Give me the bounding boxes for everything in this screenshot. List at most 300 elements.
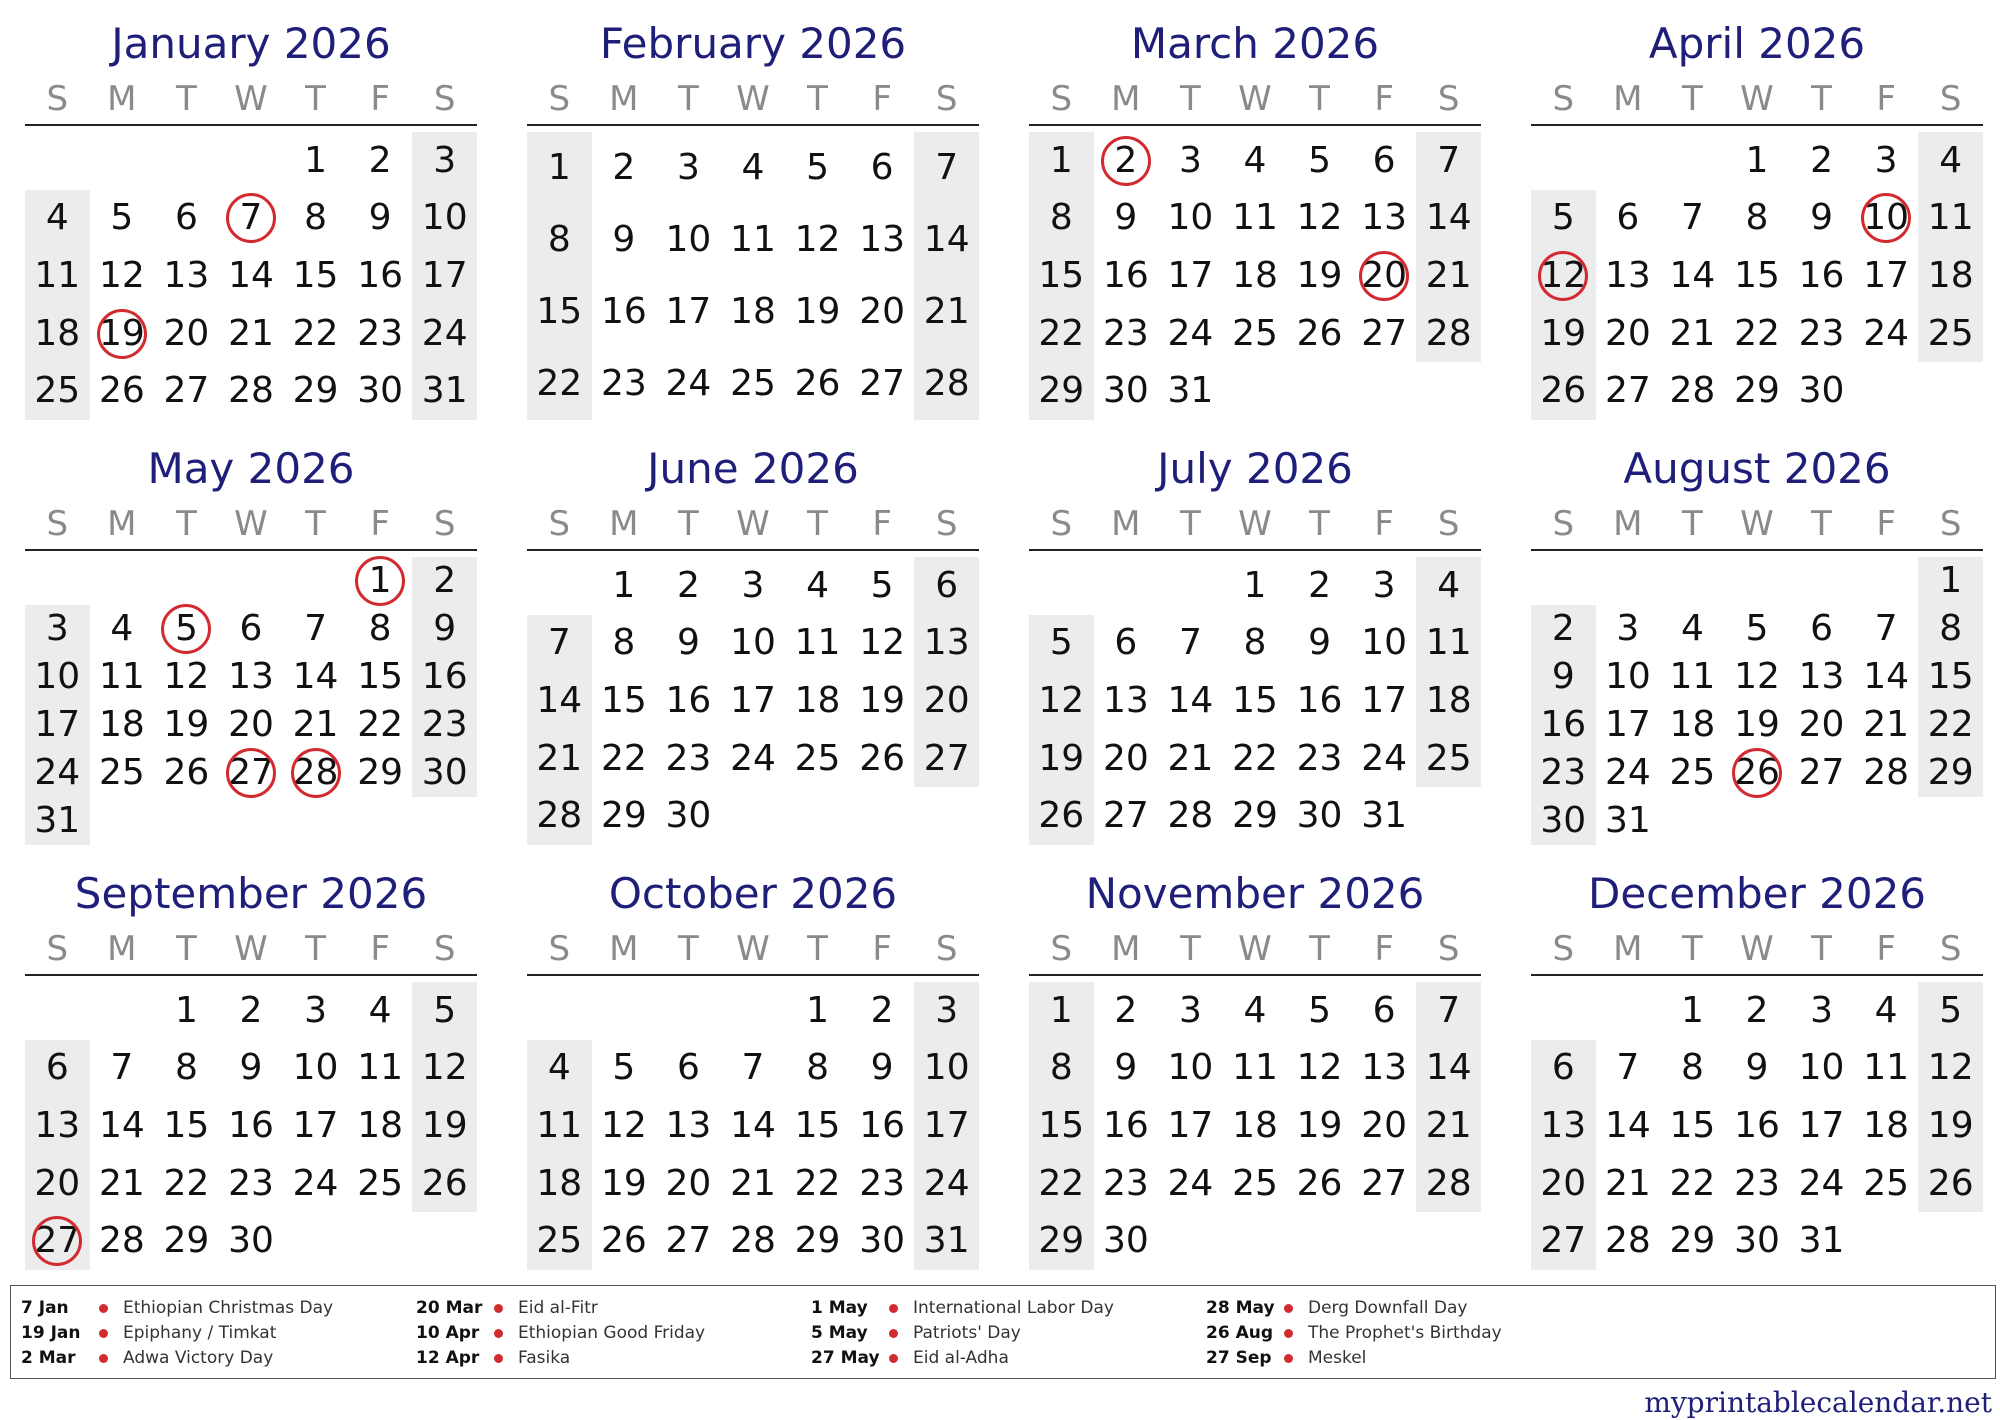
day-cell[interactable]: 5 [110,197,134,239]
day-cell[interactable]: 7 [1616,1047,1640,1089]
day-cell[interactable]: 24 [1167,312,1214,354]
day-cell[interactable]: 7 [304,608,328,649]
day-cell[interactable]: 6 [1616,197,1640,239]
day-cell[interactable]: 25 [98,752,145,793]
day-cell[interactable]: 21 [228,312,274,354]
day-cell[interactable]: 17 [421,255,468,296]
day-cell[interactable]: 4 [368,989,392,1031]
day-cell[interactable]: 24 [34,752,81,793]
day-cell[interactable]: 6 [676,1047,700,1089]
day-cell[interactable]: 6 [1372,989,1396,1031]
day-cell[interactable]: 13 [923,622,970,664]
day-cell[interactable]: 14 [1604,1105,1651,1146]
day-cell[interactable]: 22 [1038,312,1085,354]
day-cell[interactable]: 11 [1927,197,1974,239]
day-cell[interactable]: 5 [1939,989,1963,1031]
day-cell[interactable]: 20 [1361,255,1408,296]
day-cell[interactable]: 28 [292,752,339,793]
day-cell[interactable]: 27 [163,370,210,412]
day-cell[interactable]: 19 [794,291,841,332]
day-cell[interactable]: 12 [1927,1047,1974,1089]
day-cell[interactable]: 27 [923,737,970,779]
day-cell[interactable]: 24 [665,363,712,404]
day-cell[interactable]: 10 [1167,197,1214,239]
day-cell[interactable]: 10 [34,656,81,697]
day-cell[interactable]: 23 [1102,1162,1149,1204]
day-cell[interactable]: 20 [1102,737,1149,779]
day-cell[interactable]: 18 [1232,255,1278,296]
day-cell[interactable]: 22 [1038,1162,1085,1204]
day-cell[interactable]: 30 [859,1220,906,1262]
day-cell[interactable]: 16 [1296,680,1343,721]
day-cell[interactable]: 3 [741,564,765,606]
day-cell[interactable]: 28 [1604,1220,1651,1262]
day-cell[interactable]: 21 [536,737,583,779]
day-cell[interactable]: 21 [98,1162,145,1204]
day-cell[interactable]: 10 [1604,656,1651,697]
day-cell[interactable]: 15 [794,1105,841,1146]
day-cell[interactable]: 2 [1745,989,1769,1031]
day-cell[interactable]: 5 [174,608,198,649]
day-cell[interactable]: 28 [923,363,970,404]
day-cell[interactable]: 2 [612,147,636,188]
day-cell[interactable]: 14 [730,1105,776,1146]
day-cell[interactable]: 9 [1114,197,1138,239]
day-cell[interactable]: 15 [163,1105,210,1146]
day-cell[interactable]: 21 [1167,737,1214,779]
day-cell[interactable]: 25 [1232,1162,1278,1204]
day-cell[interactable]: 11 [357,1047,404,1089]
day-cell[interactable]: 11 [1232,1047,1278,1089]
day-cell[interactable]: 6 [1114,622,1138,664]
day-cell[interactable]: 10 [1798,1047,1845,1089]
day-cell[interactable]: 5 [1745,608,1769,649]
day-cell[interactable]: 12 [600,1105,647,1146]
day-cell[interactable]: 17 [1604,704,1651,745]
day-cell[interactable]: 1 [1049,989,1073,1031]
day-cell[interactable]: 5 [870,564,894,606]
day-cell[interactable]: 9 [1810,197,1834,239]
day-cell[interactable]: 28 [1863,752,1910,793]
day-cell[interactable]: 22 [292,312,339,354]
day-cell[interactable]: 13 [1102,680,1149,721]
day-cell[interactable]: 15 [1232,680,1278,721]
day-cell[interactable]: 20 [923,680,970,721]
day-cell[interactable]: 25 [1425,737,1472,779]
day-cell[interactable]: 13 [665,1105,712,1146]
day-cell[interactable]: 10 [1863,197,1910,239]
day-cell[interactable]: 12 [1734,656,1780,697]
day-cell[interactable]: 29 [1232,795,1278,837]
day-cell[interactable]: 29 [163,1220,210,1262]
day-cell[interactable]: 6 [1810,608,1834,649]
day-cell[interactable]: 18 [1669,704,1716,745]
day-cell[interactable]: 8 [806,1047,830,1089]
day-cell[interactable]: 13 [1361,1047,1408,1089]
day-cell[interactable]: 15 [1927,656,1974,697]
day-cell[interactable]: 21 [923,291,970,332]
day-cell[interactable]: 9 [1308,622,1332,664]
day-cell[interactable]: 3 [1810,989,1834,1031]
day-cell[interactable]: 27 [1540,1220,1587,1262]
day-cell[interactable]: 1 [1243,564,1267,606]
day-cell[interactable]: 14 [292,656,339,697]
day-cell[interactable]: 7 [1437,989,1461,1031]
day-cell[interactable]: 18 [1232,1105,1278,1146]
day-cell[interactable]: 21 [1669,312,1716,354]
day-cell[interactable]: 2 [1810,139,1834,181]
day-cell[interactable]: 5 [806,147,830,188]
day-cell[interactable]: 6 [45,1047,69,1089]
day-cell[interactable]: 1 [1049,139,1073,181]
day-cell[interactable]: 14 [536,680,583,721]
day-cell[interactable]: 18 [98,704,145,745]
day-cell[interactable]: 24 [1167,1162,1214,1204]
day-cell[interactable]: 30 [228,1220,274,1262]
day-cell[interactable]: 21 [292,704,339,745]
day-cell[interactable]: 15 [1038,1105,1085,1146]
day-cell[interactable]: 19 [1038,737,1085,779]
day-cell[interactable]: 22 [536,363,583,404]
day-cell[interactable]: 16 [1102,1105,1149,1146]
day-cell[interactable]: 12 [1540,255,1587,296]
day-cell[interactable]: 19 [1296,255,1343,296]
day-cell[interactable]: 16 [1102,255,1149,296]
day-cell[interactable]: 12 [1296,1047,1343,1089]
day-cell[interactable]: 14 [1863,656,1910,697]
day-cell[interactable]: 7 [547,622,571,664]
day-cell[interactable]: 15 [1669,1105,1716,1146]
day-cell[interactable]: 31 [1798,1220,1845,1262]
day-cell[interactable]: 29 [600,795,647,837]
day-cell[interactable]: 29 [1734,370,1780,412]
day-cell[interactable]: 9 [676,622,700,664]
day-cell[interactable]: 30 [1102,1220,1149,1262]
day-cell[interactable]: 18 [794,680,841,721]
day-cell[interactable]: 15 [1734,255,1780,296]
day-cell[interactable]: 27 [1798,752,1845,793]
day-cell[interactable]: 24 [1361,737,1408,779]
day-cell[interactable]: 24 [421,312,468,354]
day-cell[interactable]: 2 [870,989,894,1031]
day-cell[interactable]: 2 [1308,564,1332,606]
day-cell[interactable]: 1 [1939,560,1963,601]
day-cell[interactable]: 6 [1372,139,1396,181]
day-cell[interactable]: 16 [859,1105,906,1146]
day-cell[interactable]: 25 [1927,312,1974,354]
day-cell[interactable]: 15 [292,255,339,296]
day-cell[interactable]: 11 [1863,1047,1910,1089]
day-cell[interactable]: 29 [1669,1220,1716,1262]
day-cell[interactable]: 21 [730,1162,776,1204]
day-cell[interactable]: 24 [1863,312,1910,354]
day-cell[interactable]: 1 [1745,139,1769,181]
day-cell[interactable]: 30 [1296,795,1343,837]
day-cell[interactable]: 6 [1551,1047,1575,1089]
day-cell[interactable]: 17 [34,704,81,745]
day-cell[interactable]: 18 [1863,1105,1910,1146]
day-cell[interactable]: 26 [1734,752,1780,793]
day-cell[interactable]: 23 [665,737,712,779]
day-cell[interactable]: 13 [1604,255,1651,296]
day-cell[interactable]: 4 [1680,608,1704,649]
day-cell[interactable]: 24 [730,737,776,779]
day-cell[interactable]: 23 [859,1162,906,1204]
day-cell[interactable]: 31 [1167,370,1214,412]
day-cell[interactable]: 16 [665,680,712,721]
day-cell[interactable]: 25 [34,370,81,412]
day-cell[interactable]: 7 [741,1047,765,1089]
day-cell[interactable]: 17 [1167,1105,1214,1146]
day-cell[interactable]: 17 [1798,1105,1845,1146]
day-cell[interactable]: 13 [163,255,210,296]
day-cell[interactable]: 4 [1437,564,1461,606]
day-cell[interactable]: 19 [98,312,145,354]
day-cell[interactable]: 2 [676,564,700,606]
day-cell[interactable]: 22 [163,1162,210,1204]
day-cell[interactable]: 14 [923,219,970,260]
day-cell[interactable]: 1 [547,147,571,188]
day-cell[interactable]: 19 [859,680,906,721]
day-cell[interactable]: 23 [1540,752,1587,793]
day-cell[interactable]: 14 [1167,680,1214,721]
day-cell[interactable]: 2 [1114,139,1138,181]
day-cell[interactable]: 24 [1604,752,1651,793]
day-cell[interactable]: 3 [1178,139,1202,181]
day-cell[interactable]: 13 [34,1105,81,1146]
day-cell[interactable]: 25 [536,1220,583,1262]
day-cell[interactable]: 20 [665,1162,712,1204]
day-cell[interactable]: 11 [1425,622,1472,664]
day-cell[interactable]: 28 [730,1220,776,1262]
day-cell[interactable]: 7 [935,147,959,188]
day-cell[interactable]: 25 [794,737,841,779]
day-cell[interactable]: 13 [1361,197,1408,239]
day-cell[interactable]: 22 [1734,312,1780,354]
day-cell[interactable]: 23 [228,1162,274,1204]
day-cell[interactable]: 15 [1038,255,1085,296]
day-cell[interactable]: 29 [794,1220,841,1262]
day-cell[interactable]: 19 [163,704,210,745]
day-cell[interactable]: 20 [859,291,906,332]
day-cell[interactable]: 13 [1798,656,1845,697]
day-cell[interactable]: 8 [612,622,636,664]
day-cell[interactable]: 1 [1680,989,1704,1031]
day-cell[interactable]: 16 [1540,704,1587,745]
day-cell[interactable]: 20 [1361,1105,1408,1146]
day-cell[interactable]: 2 [1114,989,1138,1031]
day-cell[interactable]: 3 [433,139,457,181]
day-cell[interactable]: 12 [421,1047,468,1089]
day-cell[interactable]: 2 [433,560,457,601]
day-cell[interactable]: 27 [1604,370,1651,412]
day-cell[interactable]: 12 [1296,197,1343,239]
day-cell[interactable]: 20 [1604,312,1651,354]
day-cell[interactable]: 1 [612,564,636,606]
day-cell[interactable]: 25 [730,363,776,404]
day-cell[interactable]: 16 [600,291,647,332]
day-cell[interactable]: 27 [1102,795,1149,837]
day-cell[interactable]: 19 [1734,704,1780,745]
day-cell[interactable]: 24 [292,1162,339,1204]
day-cell[interactable]: 19 [600,1162,647,1204]
day-cell[interactable]: 18 [536,1162,583,1204]
day-cell[interactable]: 26 [421,1162,468,1204]
day-cell[interactable]: 11 [794,622,841,664]
day-cell[interactable]: 23 [421,704,468,745]
day-cell[interactable]: 9 [1551,656,1575,697]
day-cell[interactable]: 18 [34,312,81,354]
day-cell[interactable]: 6 [935,564,959,606]
site-credit[interactable]: myprintablecalendar.net [1644,1386,1992,1419]
day-cell[interactable]: 19 [1540,312,1587,354]
day-cell[interactable]: 17 [1361,680,1408,721]
day-cell[interactable]: 18 [1927,255,1974,296]
day-cell[interactable]: 28 [1425,1162,1472,1204]
day-cell[interactable]: 11 [34,255,81,296]
day-cell[interactable]: 23 [1102,312,1149,354]
day-cell[interactable]: 3 [1372,564,1396,606]
day-cell[interactable]: 6 [174,197,198,239]
day-cell[interactable]: 27 [1361,1162,1408,1204]
day-cell[interactable]: 30 [357,370,404,412]
day-cell[interactable]: 31 [1361,795,1408,837]
day-cell[interactable]: 5 [1049,622,1073,664]
day-cell[interactable]: 22 [357,704,404,745]
day-cell[interactable]: 3 [1874,139,1898,181]
day-cell[interactable]: 6 [870,147,894,188]
day-cell[interactable]: 4 [1243,139,1267,181]
day-cell[interactable]: 26 [600,1220,647,1262]
day-cell[interactable]: 3 [935,989,959,1031]
day-cell[interactable]: 20 [163,312,210,354]
day-cell[interactable]: 4 [547,1047,571,1089]
day-cell[interactable]: 30 [1798,370,1845,412]
day-cell[interactable]: 9 [1745,1047,1769,1089]
day-cell[interactable]: 19 [1296,1105,1343,1146]
day-cell[interactable]: 9 [612,219,636,260]
day-cell[interactable]: 17 [665,291,712,332]
day-cell[interactable]: 14 [1425,1047,1472,1089]
day-cell[interactable]: 30 [1734,1220,1780,1262]
day-cell[interactable]: 23 [357,312,404,354]
day-cell[interactable]: 7 [1178,622,1202,664]
day-cell[interactable]: 12 [163,656,210,697]
day-cell[interactable]: 7 [1437,139,1461,181]
day-cell[interactable]: 30 [421,752,468,793]
day-cell[interactable]: 1 [806,989,830,1031]
day-cell[interactable]: 17 [1167,255,1214,296]
day-cell[interactable]: 6 [239,608,263,649]
day-cell[interactable]: 7 [110,1047,134,1089]
day-cell[interactable]: 26 [794,363,841,404]
day-cell[interactable]: 18 [1425,680,1472,721]
day-cell[interactable]: 10 [1361,622,1408,664]
day-cell[interactable]: 27 [34,1220,81,1262]
day-cell[interactable]: 26 [1540,370,1587,412]
day-cell[interactable]: 22 [1232,737,1278,779]
day-cell[interactable]: 3 [1178,989,1202,1031]
day-cell[interactable]: 22 [794,1162,841,1204]
day-cell[interactable]: 26 [859,737,906,779]
day-cell[interactable]: 23 [1734,1162,1780,1204]
day-cell[interactable]: 8 [1745,197,1769,239]
day-cell[interactable]: 27 [859,363,906,404]
day-cell[interactable]: 11 [730,219,776,260]
day-cell[interactable]: 22 [1927,704,1974,745]
day-cell[interactable]: 4 [1243,989,1267,1031]
day-cell[interactable]: 11 [1669,656,1716,697]
day-cell[interactable]: 18 [357,1105,404,1146]
day-cell[interactable]: 1 [174,989,198,1031]
day-cell[interactable]: 28 [1425,312,1472,354]
day-cell[interactable]: 30 [665,795,712,837]
day-cell[interactable]: 5 [1308,139,1332,181]
day-cell[interactable]: 9 [870,1047,894,1089]
day-cell[interactable]: 23 [600,363,647,404]
day-cell[interactable]: 9 [368,197,392,239]
day-cell[interactable]: 12 [859,622,906,664]
day-cell[interactable]: 4 [45,197,69,239]
day-cell[interactable]: 24 [923,1162,970,1204]
day-cell[interactable]: 26 [1038,795,1085,837]
day-cell[interactable]: 21 [1425,255,1472,296]
day-cell[interactable]: 26 [163,752,210,793]
day-cell[interactable]: 30 [1102,370,1149,412]
day-cell[interactable]: 14 [1425,197,1472,239]
day-cell[interactable]: 17 [292,1105,339,1146]
day-cell[interactable]: 31 [421,370,468,412]
day-cell[interactable]: 16 [357,255,404,296]
day-cell[interactable]: 28 [1167,795,1214,837]
day-cell[interactable]: 28 [1669,370,1716,412]
day-cell[interactable]: 14 [1669,255,1716,296]
day-cell[interactable]: 21 [1863,704,1910,745]
day-cell[interactable]: 1 [304,139,328,181]
day-cell[interactable]: 22 [1669,1162,1716,1204]
day-cell[interactable]: 8 [1939,608,1963,649]
day-cell[interactable]: 14 [98,1105,145,1146]
day-cell[interactable]: 20 [228,704,274,745]
day-cell[interactable]: 26 [1296,312,1343,354]
day-cell[interactable]: 7 [239,197,263,239]
day-cell[interactable]: 10 [730,622,776,664]
day-cell[interactable]: 8 [547,219,571,260]
day-cell[interactable]: 29 [357,752,404,793]
day-cell[interactable]: 17 [923,1105,970,1146]
day-cell[interactable]: 25 [1863,1162,1910,1204]
day-cell[interactable]: 28 [536,795,583,837]
day-cell[interactable]: 21 [1604,1162,1651,1204]
day-cell[interactable]: 3 [676,147,700,188]
day-cell[interactable]: 31 [923,1220,970,1262]
day-cell[interactable]: 26 [1927,1162,1974,1204]
day-cell[interactable]: 2 [239,989,263,1031]
day-cell[interactable]: 11 [536,1105,583,1146]
day-cell[interactable]: 7 [1874,608,1898,649]
day-cell[interactable]: 10 [421,197,468,239]
day-cell[interactable]: 9 [239,1047,263,1089]
day-cell[interactable]: 5 [1551,197,1575,239]
day-cell[interactable]: 9 [1114,1047,1138,1089]
day-cell[interactable]: 31 [1604,800,1651,841]
day-cell[interactable]: 29 [1927,752,1974,793]
day-cell[interactable]: 19 [1927,1105,1974,1146]
day-cell[interactable]: 20 [1798,704,1845,745]
day-cell[interactable]: 27 [665,1220,712,1262]
day-cell[interactable]: 8 [1049,1047,1073,1089]
day-cell[interactable]: 27 [1361,312,1408,354]
